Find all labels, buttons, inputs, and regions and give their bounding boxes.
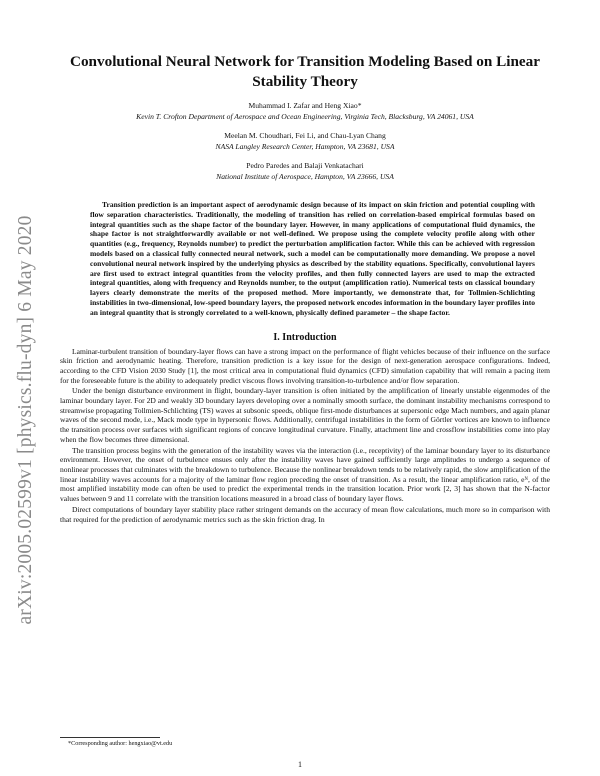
paragraph-1: Laminar-turbulent transition of boundary-layer flows can have a strong impact on the performance of flight vehicles because of their influence on the surface skin friction and aerodynamic heating. Therefore, transition prediction is a key issue for the design of next-generation aerospace configurations. Indeed, according to the CFD Vision 2030 Study [1], the most critical area in computational fluid dynamics (CFD) simulation capability that will remain a pacing item for the foreseeable future is the ability to adequately predict viscous flows involving transition-to-turbulence and/or flow separation. [60, 346, 550, 385]
section-heading: I. Introduction [273, 331, 337, 343]
author-names-3: Pedro Paredes and Balaji Venkatachari [246, 161, 364, 170]
page-number: 1 [298, 760, 302, 769]
abstract: Transition prediction is an important aspect of aerodynamic design because of its impact on skin friction and potential coupling with flow separation characteristics. Traditionally, the modeling of transition has relied on correlation-based empirical formulas based on integral quantities such as the shape factor of the boundary layer. However, in many applications of computational fluid dynamics, the shape factor is not straightforwardly available or not well-defined. We propose using the complete velocity profile along with other quantities (e.g., frequency, Reynolds number) to predict the perturbation amplification factor. While this can be achieved with regression models based on a classical fully connected neural network, such a model can be computationally more demanding. We propose a novel convolutional neural network inspired by the underlying physics as described by the stability equations. Specifically, convolutional layers are first used to extract integral quantities from the velocity profiles, and then fully connected layers are used to map the extracted integral quantities, along with frequency and Reynolds number, to the output (amplification ratio). Numerical tests on classical boundary layers clearly demonstrate the merits of the proposed method. More importantly, we demonstrate that, for Tollmien-Schlichting instabilities in two-dimensional, low-speed boundary layers, the proposed network encodes information in the boundary layer profiles into an integral quantity that is strongly correlated to a well-known, physically defined parameter – the shape factor. [90, 200, 535, 317]
paragraph-4: Direct computations of boundary layer stability place rather stringent demands on the accuracy of mean flow calculations, much more so in comparison with that required for the prediction of aerodynamic metrics such as the skin friction drag. In [60, 504, 550, 524]
paragraph-2: Under the benign disturbance environment in flight, boundary-layer transition is often initiated by the amplification of linearly unstable eigenmodes of the laminar boundary layer. For 2D and weakly 3D boundary layers developing over a nominally smooth surface, the dominant instability mechanisms correspond to streamwise propagating Tollmien-Schlichting (TS) waves at subsonic speeds, oblique first-mode disturbances at supersonic edge Mach numbers, and again planar waves of the second mode, i.e., Mack mode type in hypersonic flows. Additionally, centrifugal instabilities in the form of Görtler vortices are known to influence the transition process over surfaces with significant regions of concave longitudinal curvature. Finally, attachment line and crossflow instabilities come into play when the flow becomes three dimensional. [60, 386, 550, 444]
affiliation-3: National Institute of Aerospace, Hampton, VA 23666, USA [216, 171, 394, 181]
affiliation-1: Kevin T. Crofton Department of Aerospace and Ocean Engineering, Virginia Tech, Blacksburg, VA 24061, USA [136, 111, 474, 121]
footnote-text: *Corresponding author: hengxiao@vt.edu [68, 740, 173, 747]
author-block [60, 101, 550, 182]
footnote-rule [60, 737, 160, 738]
arxiv-sidebar [8, 120, 44, 720]
paper-page [60, 0, 550, 524]
body-text [60, 347, 550, 525]
author-names-1: Muhammad I. Zafar and Heng Xiao* [248, 101, 362, 110]
paper-title: Convolutional Neural Network for Transition Modeling Based on Linear Stability Theory [70, 53, 540, 90]
footnote [60, 737, 550, 747]
paragraph-3: The transition process begins with the generation of the instability waves via the interaction (i.e., receptivity) of the laminar boundary layer to its disturbance environment. However, the onset of turbulence ensues only after the instability waves have gained sufficiently large amplitudes to undergo a sequence of nonlinear processes that culminates with the breakdown to turbulence. Because the nonlinear breakdown tends to be relatively rapid, the slow amplification of the linear instability waves accounts for a majority of the laminar flow region preceding the onset of transition. As a result, the linear amplification ratio, eᴺ, of the most amplified instability mode can often be used to predict the experimental trends in the transition location. Prior work [2, 3] has shown that the N-factor values between 9 and 11 correlate with the transition locations measured in a broad class of boundary layer flows. [60, 445, 550, 504]
affiliation-2: NASA Langley Research Center, Hampton, VA 23681, USA [215, 141, 395, 151]
arxiv-identifier: arXiv:2005.02599v1 [physics.flu-dyn] 6 May 2020 [15, 215, 36, 625]
author-names-2: Meelan M. Choudhari, Fei Li, and Chau-Lyan Chang [224, 131, 386, 140]
